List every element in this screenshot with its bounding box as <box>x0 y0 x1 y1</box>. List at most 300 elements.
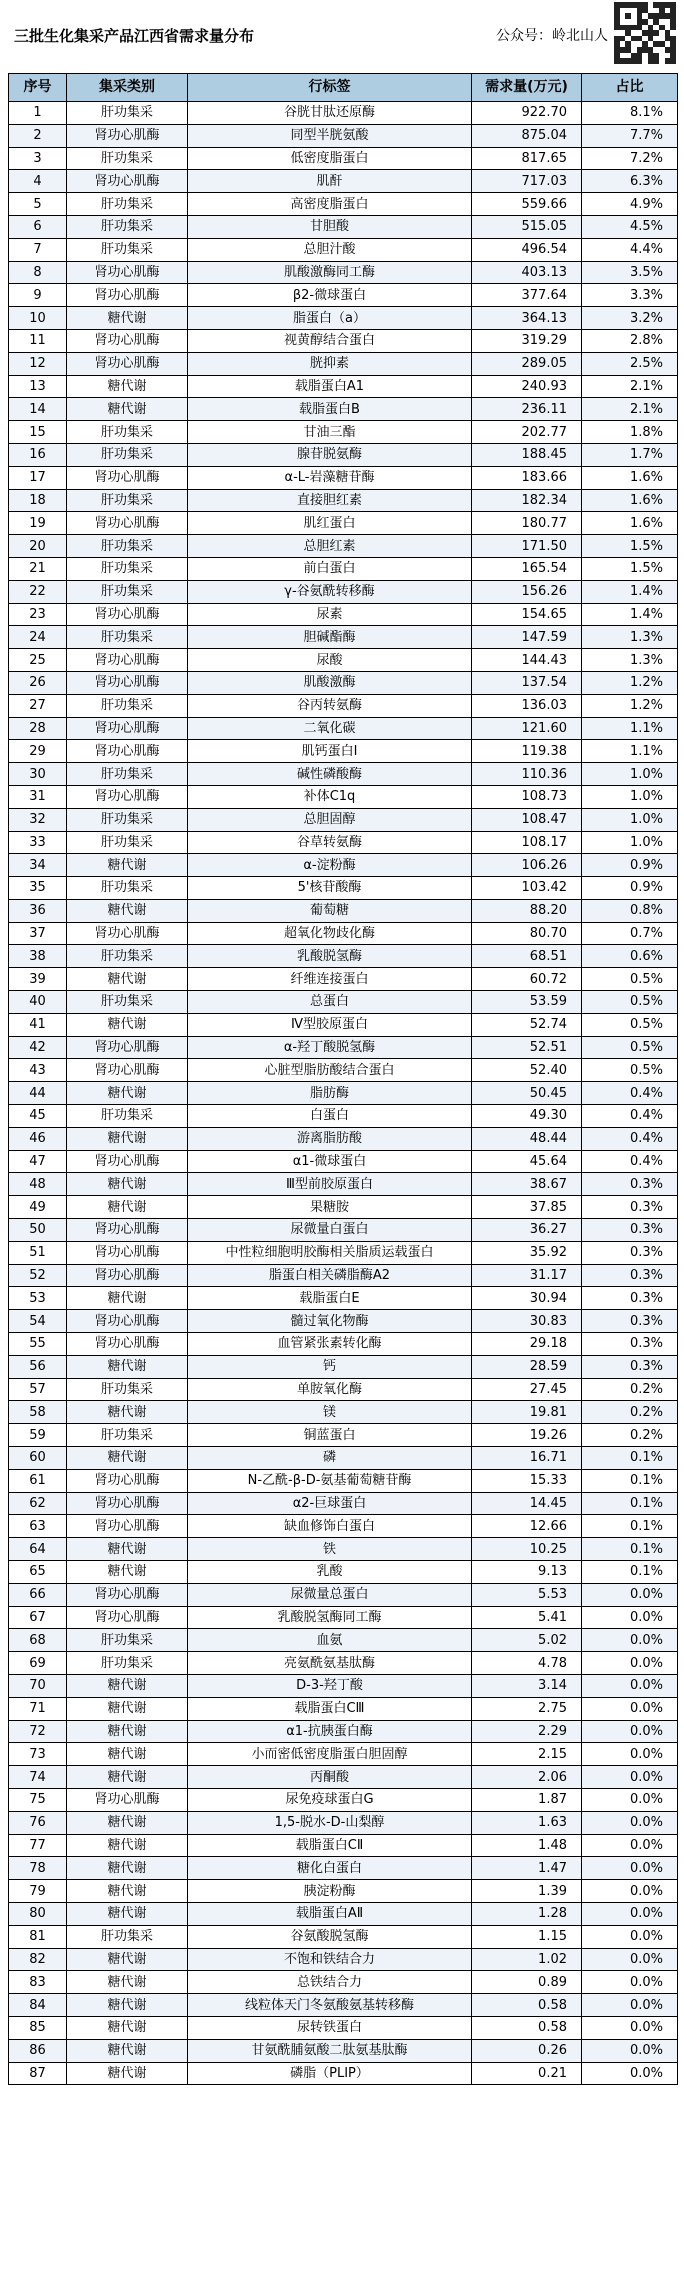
cell-demand: 121.60 <box>472 717 582 740</box>
cell-demand: 0.89 <box>472 1971 582 1994</box>
cell-demand: 137.54 <box>472 671 582 694</box>
table-row <box>9 877 678 900</box>
cell-category: 肝功集采 <box>67 763 188 786</box>
cell-category: 肾功心肌酶 <box>67 649 188 672</box>
cell-share: 0.4% <box>582 1082 678 1105</box>
cell-category: 肝功集采 <box>67 808 188 831</box>
cell-index: 28 <box>9 717 67 740</box>
cell-demand: 29.18 <box>472 1333 582 1356</box>
cell-label: 总胆红素 <box>188 535 472 558</box>
cell-index: 7 <box>9 238 67 261</box>
cell-demand: 0.26 <box>472 2039 582 2062</box>
cell-index: 48 <box>9 1173 67 1196</box>
cell-share: 0.9% <box>582 877 678 900</box>
cell-index: 27 <box>9 694 67 717</box>
table-row <box>9 785 678 808</box>
table-row <box>9 1219 678 1242</box>
cell-demand: 319.29 <box>472 329 582 352</box>
cell-index: 61 <box>9 1469 67 1492</box>
table-row <box>9 626 678 649</box>
cell-index: 40 <box>9 991 67 1014</box>
cell-index: 23 <box>9 603 67 626</box>
cell-demand: 27.45 <box>472 1378 582 1401</box>
cell-label: 胱抑素 <box>188 352 472 375</box>
cell-share: 3.2% <box>582 307 678 330</box>
cell-demand: 817.65 <box>472 147 582 170</box>
cell-category: 糖代谢 <box>67 375 188 398</box>
cell-category: 肾功心肌酶 <box>67 717 188 740</box>
cell-share: 1.0% <box>582 763 678 786</box>
table-row <box>9 2016 678 2039</box>
cell-demand: 156.26 <box>472 580 582 603</box>
cell-share: 1.4% <box>582 580 678 603</box>
cell-label: 肌酸激酶同工酶 <box>188 261 472 284</box>
cell-share: 0.0% <box>582 1629 678 1652</box>
table-row <box>9 1902 678 1925</box>
cell-category: 肝功集采 <box>67 215 188 238</box>
cell-category: 糖代谢 <box>67 398 188 421</box>
cell-category: 肾功心肌酶 <box>67 512 188 535</box>
cell-label: 肌钙蛋白I <box>188 740 472 763</box>
cell-share: 0.1% <box>582 1447 678 1470</box>
column-header-category: 集采类别 <box>67 74 188 102</box>
cell-category: 肾功心肌酶 <box>67 124 188 147</box>
cell-label: α-L-岩藻糖苷酶 <box>188 466 472 489</box>
cell-share: 0.3% <box>582 1241 678 1264</box>
cell-category: 糖代谢 <box>67 1994 188 2017</box>
cell-category: 肾功心肌酶 <box>67 1219 188 1242</box>
cell-share: 0.5% <box>582 968 678 991</box>
cell-label: 线粒体天门冬氨酸氨基转移酶 <box>188 1994 472 2017</box>
cell-share: 0.4% <box>582 1127 678 1150</box>
cell-demand: 36.27 <box>472 1219 582 1242</box>
cell-label: 纤维连接蛋白 <box>188 968 472 991</box>
cell-label: 缺血修饰白蛋白 <box>188 1515 472 1538</box>
cell-index: 84 <box>9 1994 67 2017</box>
cell-category: 糖代谢 <box>67 1127 188 1150</box>
cell-demand: 240.93 <box>472 375 582 398</box>
cell-category: 肾功心肌酶 <box>67 1333 188 1356</box>
table-row <box>9 1013 678 1036</box>
cell-demand: 35.92 <box>472 1241 582 1264</box>
table-row <box>9 1629 678 1652</box>
cell-share: 2.5% <box>582 352 678 375</box>
cell-label: 乳酸 <box>188 1561 472 1584</box>
table-row <box>9 375 678 398</box>
table-row <box>9 1743 678 1766</box>
table-row <box>9 1173 678 1196</box>
cell-index: 34 <box>9 854 67 877</box>
cell-label: γ-谷氨酰转移酶 <box>188 580 472 603</box>
cell-index: 55 <box>9 1333 67 1356</box>
cell-share: 4.9% <box>582 193 678 216</box>
cell-category: 肝功集采 <box>67 945 188 968</box>
cell-demand: 52.51 <box>472 1036 582 1059</box>
cell-share: 4.5% <box>582 215 678 238</box>
cell-index: 38 <box>9 945 67 968</box>
cell-category: 肾功心肌酶 <box>67 1059 188 1082</box>
cell-share: 0.3% <box>582 1219 678 1242</box>
cell-category: 肾功心肌酶 <box>67 1583 188 1606</box>
cell-index: 63 <box>9 1515 67 1538</box>
table-row <box>9 1287 678 1310</box>
cell-index: 75 <box>9 1788 67 1811</box>
cell-index: 16 <box>9 443 67 466</box>
cell-category: 肾功心肌酶 <box>67 466 188 489</box>
table-row <box>9 124 678 147</box>
cell-index: 42 <box>9 1036 67 1059</box>
cell-category: 肝功集采 <box>67 1105 188 1128</box>
cell-demand: 60.72 <box>472 968 582 991</box>
cell-demand: 19.81 <box>472 1401 582 1424</box>
cell-demand: 496.54 <box>472 238 582 261</box>
cell-index: 5 <box>9 193 67 216</box>
cell-category: 肾功心肌酶 <box>67 1264 188 1287</box>
cell-demand: 1.15 <box>472 1925 582 1948</box>
cell-label: β2-微球蛋白 <box>188 284 472 307</box>
cell-share: 7.7% <box>582 124 678 147</box>
cell-demand: 2.15 <box>472 1743 582 1766</box>
cell-label: 游离脂肪酸 <box>188 1127 472 1150</box>
cell-category: 糖代谢 <box>67 1697 188 1720</box>
cell-label: α-羟丁酸脱氢酶 <box>188 1036 472 1059</box>
cell-share: 0.1% <box>582 1538 678 1561</box>
cell-index: 59 <box>9 1424 67 1447</box>
cell-share: 3.3% <box>582 284 678 307</box>
cell-demand: 103.42 <box>472 877 582 900</box>
cell-label: 尿免疫球蛋白G <box>188 1788 472 1811</box>
cell-share: 0.0% <box>582 1697 678 1720</box>
cell-share: 1.6% <box>582 489 678 512</box>
cell-category: 肾功心肌酶 <box>67 671 188 694</box>
cell-index: 82 <box>9 1948 67 1971</box>
cell-demand: 1.28 <box>472 1902 582 1925</box>
cell-share: 1.1% <box>582 717 678 740</box>
cell-label: 腺苷脱氨酶 <box>188 443 472 466</box>
cell-index: 69 <box>9 1652 67 1675</box>
cell-label: 尿微量白蛋白 <box>188 1219 472 1242</box>
table-row <box>9 443 678 466</box>
cell-category: 糖代谢 <box>67 2039 188 2062</box>
cell-label: 谷氨酸脱氢酶 <box>188 1925 472 1948</box>
cell-category: 糖代谢 <box>67 1196 188 1219</box>
cell-label: 脂蛋白相关磷脂酶A2 <box>188 1264 472 1287</box>
cell-label: 低密度脂蛋白 <box>188 147 472 170</box>
table-row <box>9 102 678 125</box>
cell-share: 0.3% <box>582 1333 678 1356</box>
cell-share: 1.5% <box>582 557 678 580</box>
cell-demand: 110.36 <box>472 763 582 786</box>
cell-label: 肌红蛋白 <box>188 512 472 535</box>
cell-category: 肾功心肌酶 <box>67 1788 188 1811</box>
cell-demand: 1.47 <box>472 1857 582 1880</box>
cell-share: 0.2% <box>582 1424 678 1447</box>
cell-label: 磷 <box>188 1447 472 1470</box>
cell-label: 载脂蛋白B <box>188 398 472 421</box>
cell-share: 3.5% <box>582 261 678 284</box>
cell-share: 1.1% <box>582 740 678 763</box>
cell-category: 糖代谢 <box>67 1013 188 1036</box>
cell-demand: 289.05 <box>472 352 582 375</box>
table-row <box>9 831 678 854</box>
cell-category: 糖代谢 <box>67 2016 188 2039</box>
cell-label: 载脂蛋白E <box>188 1287 472 1310</box>
cell-category: 肾功心肌酶 <box>67 284 188 307</box>
table-row <box>9 170 678 193</box>
cell-category: 肝功集采 <box>67 421 188 444</box>
cell-demand: 52.74 <box>472 1013 582 1036</box>
cell-index: 12 <box>9 352 67 375</box>
cell-index: 54 <box>9 1310 67 1333</box>
cell-category: 糖代谢 <box>67 968 188 991</box>
table-row <box>9 1697 678 1720</box>
table-row <box>9 193 678 216</box>
cell-label: Ⅲ型前胶原蛋白 <box>188 1173 472 1196</box>
cell-demand: 108.73 <box>472 785 582 808</box>
page-title: 三批生化集采产品江西省需求量分布 <box>14 27 255 45</box>
cell-label: 尿微量总蛋白 <box>188 1583 472 1606</box>
cell-label: 谷草转氨酶 <box>188 831 472 854</box>
cell-category: 糖代谢 <box>67 899 188 922</box>
cell-category: 肾功心肌酶 <box>67 785 188 808</box>
cell-share: 0.0% <box>582 1583 678 1606</box>
cell-category: 糖代谢 <box>67 1948 188 1971</box>
cell-demand: 106.26 <box>472 854 582 877</box>
cell-demand: 202.77 <box>472 421 582 444</box>
cell-index: 43 <box>9 1059 67 1082</box>
cell-category: 肝功集采 <box>67 102 188 125</box>
cell-label: 超氧化物歧化酶 <box>188 922 472 945</box>
cell-demand: 5.53 <box>472 1583 582 1606</box>
cell-demand: 68.51 <box>472 945 582 968</box>
cell-index: 9 <box>9 284 67 307</box>
cell-index: 31 <box>9 785 67 808</box>
cell-demand: 14.45 <box>472 1492 582 1515</box>
cell-index: 19 <box>9 512 67 535</box>
cell-label: 小而密低密度脂蛋白胆固醇 <box>188 1743 472 1766</box>
cell-index: 32 <box>9 808 67 831</box>
cell-label: 脂蛋白（a） <box>188 307 472 330</box>
table-row <box>9 1674 678 1697</box>
cell-demand: 15.33 <box>472 1469 582 1492</box>
cell-label: 肌酐 <box>188 170 472 193</box>
cell-demand: 9.13 <box>472 1561 582 1584</box>
cell-share: 1.2% <box>582 671 678 694</box>
cell-category: 肝功集采 <box>67 557 188 580</box>
cell-category: 肝功集采 <box>67 1652 188 1675</box>
cell-demand: 1.39 <box>472 1880 582 1903</box>
cell-share: 0.2% <box>582 1378 678 1401</box>
cell-index: 78 <box>9 1857 67 1880</box>
cell-label: 胆碱酯酶 <box>188 626 472 649</box>
table-row <box>9 580 678 603</box>
cell-label: α1-微球蛋白 <box>188 1150 472 1173</box>
cell-demand: 49.30 <box>472 1105 582 1128</box>
cell-label: 1,5-脱水-D-山梨醇 <box>188 1811 472 1834</box>
cell-share: 0.0% <box>582 1652 678 1675</box>
cell-share: 0.0% <box>582 1606 678 1629</box>
cell-demand: 403.13 <box>472 261 582 284</box>
cell-category: 糖代谢 <box>67 1287 188 1310</box>
cell-label: 白蛋白 <box>188 1105 472 1128</box>
cell-demand: 4.78 <box>472 1652 582 1675</box>
table-row <box>9 1447 678 1470</box>
cell-index: 73 <box>9 1743 67 1766</box>
cell-index: 62 <box>9 1492 67 1515</box>
table-row <box>9 1036 678 1059</box>
cell-index: 20 <box>9 535 67 558</box>
cell-share: 1.2% <box>582 694 678 717</box>
cell-demand: 48.44 <box>472 1127 582 1150</box>
cell-label: 碱性磷酸酶 <box>188 763 472 786</box>
cell-category: 肾功心肌酶 <box>67 352 188 375</box>
cell-share: 0.4% <box>582 1105 678 1128</box>
cell-category: 肾功心肌酶 <box>67 1241 188 1264</box>
cell-index: 25 <box>9 649 67 672</box>
table-row <box>9 945 678 968</box>
table-row <box>9 1469 678 1492</box>
cell-demand: 5.41 <box>472 1606 582 1629</box>
cell-share: 1.5% <box>582 535 678 558</box>
cell-category: 糖代谢 <box>67 1538 188 1561</box>
cell-index: 44 <box>9 1082 67 1105</box>
table-row <box>9 1059 678 1082</box>
cell-label: 铜蓝蛋白 <box>188 1424 472 1447</box>
cell-index: 1 <box>9 102 67 125</box>
table-row <box>9 1583 678 1606</box>
cell-index: 29 <box>9 740 67 763</box>
cell-label: 镁 <box>188 1401 472 1424</box>
cell-index: 56 <box>9 1355 67 1378</box>
cell-index: 35 <box>9 877 67 900</box>
column-header-label: 行标签 <box>188 74 472 102</box>
table-row <box>9 512 678 535</box>
table-row <box>9 307 678 330</box>
table-row <box>9 694 678 717</box>
cell-label: 载脂蛋白A1 <box>188 375 472 398</box>
cell-share: 0.0% <box>582 1948 678 1971</box>
cell-label: 补体C1q <box>188 785 472 808</box>
cell-label: 高密度脂蛋白 <box>188 193 472 216</box>
cell-label: 不饱和铁结合力 <box>188 1948 472 1971</box>
table-row <box>9 398 678 421</box>
cell-index: 36 <box>9 899 67 922</box>
cell-index: 64 <box>9 1538 67 1561</box>
cell-label: 载脂蛋白CⅡ <box>188 1834 472 1857</box>
cell-label: 血管紧张素转化酶 <box>188 1333 472 1356</box>
cell-index: 52 <box>9 1264 67 1287</box>
cell-share: 1.7% <box>582 443 678 466</box>
cell-index: 80 <box>9 1902 67 1925</box>
cell-demand: 88.20 <box>472 899 582 922</box>
table-row <box>9 1811 678 1834</box>
cell-index: 13 <box>9 375 67 398</box>
cell-category: 肝功集采 <box>67 991 188 1014</box>
table-row <box>9 1994 678 2017</box>
cell-share: 4.4% <box>582 238 678 261</box>
cell-label: 果糖胺 <box>188 1196 472 1219</box>
cell-category: 糖代谢 <box>67 1902 188 1925</box>
column-header-index: 序号 <box>9 74 67 102</box>
cell-demand: 182.34 <box>472 489 582 512</box>
column-header-share: 占比 <box>582 74 678 102</box>
table-row <box>9 421 678 444</box>
cell-category: 糖代谢 <box>67 1766 188 1789</box>
cell-category: 肝功集采 <box>67 1378 188 1401</box>
cell-category: 肝功集采 <box>67 193 188 216</box>
cell-label: 尿酸 <box>188 649 472 672</box>
cell-category: 肾功心肌酶 <box>67 922 188 945</box>
cell-share: 1.8% <box>582 421 678 444</box>
cell-category: 肾功心肌酶 <box>67 1606 188 1629</box>
table-row <box>9 649 678 672</box>
cell-index: 77 <box>9 1834 67 1857</box>
cell-index: 10 <box>9 307 67 330</box>
cell-share: 0.3% <box>582 1173 678 1196</box>
table-row <box>9 535 678 558</box>
table-row <box>9 466 678 489</box>
cell-category: 肝功集采 <box>67 443 188 466</box>
cell-demand: 0.21 <box>472 2062 582 2085</box>
cell-share: 0.1% <box>582 1561 678 1584</box>
table-row <box>9 1515 678 1538</box>
cell-share: 0.3% <box>582 1264 678 1287</box>
cell-label: N-乙酰-β-D-氨基葡萄糖苷酶 <box>188 1469 472 1492</box>
cell-index: 45 <box>9 1105 67 1128</box>
cell-index: 87 <box>9 2062 67 2085</box>
cell-category: 肾功心肌酶 <box>67 1150 188 1173</box>
table-row <box>9 1105 678 1128</box>
cell-category: 肾功心肌酶 <box>67 1469 188 1492</box>
cell-share: 0.5% <box>582 1013 678 1036</box>
table-row <box>9 1082 678 1105</box>
cell-index: 33 <box>9 831 67 854</box>
cell-category: 糖代谢 <box>67 1834 188 1857</box>
cell-index: 74 <box>9 1766 67 1789</box>
cell-category: 肝功集采 <box>67 877 188 900</box>
cell-category: 糖代谢 <box>67 854 188 877</box>
cell-label: 甘油三酯 <box>188 421 472 444</box>
cell-share: 0.3% <box>582 1287 678 1310</box>
cell-category: 肝功集采 <box>67 147 188 170</box>
table-row <box>9 968 678 991</box>
cell-share: 0.0% <box>582 2062 678 2085</box>
cell-share: 0.0% <box>582 2039 678 2062</box>
table-row <box>9 1538 678 1561</box>
cell-index: 51 <box>9 1241 67 1264</box>
cell-category: 肝功集采 <box>67 626 188 649</box>
cell-category: 肝功集采 <box>67 1424 188 1447</box>
cell-share: 0.8% <box>582 899 678 922</box>
cell-label: D-3-羟丁酸 <box>188 1674 472 1697</box>
cell-index: 24 <box>9 626 67 649</box>
cell-demand: 31.17 <box>472 1264 582 1287</box>
cell-demand: 377.64 <box>472 284 582 307</box>
table-row <box>9 1355 678 1378</box>
cell-demand: 19.26 <box>472 1424 582 1447</box>
cell-demand: 80.70 <box>472 922 582 945</box>
cell-category: 糖代谢 <box>67 1401 188 1424</box>
table-row <box>9 1378 678 1401</box>
cell-category: 肝功集采 <box>67 1629 188 1652</box>
cell-label: 心脏型脂肪酸结合蛋白 <box>188 1059 472 1082</box>
cell-demand: 108.47 <box>472 808 582 831</box>
table-row <box>9 1561 678 1584</box>
table-row <box>9 261 678 284</box>
cell-label: 总蛋白 <box>188 991 472 1014</box>
cell-label: 总胆固醇 <box>188 808 472 831</box>
cell-label: 铁 <box>188 1538 472 1561</box>
